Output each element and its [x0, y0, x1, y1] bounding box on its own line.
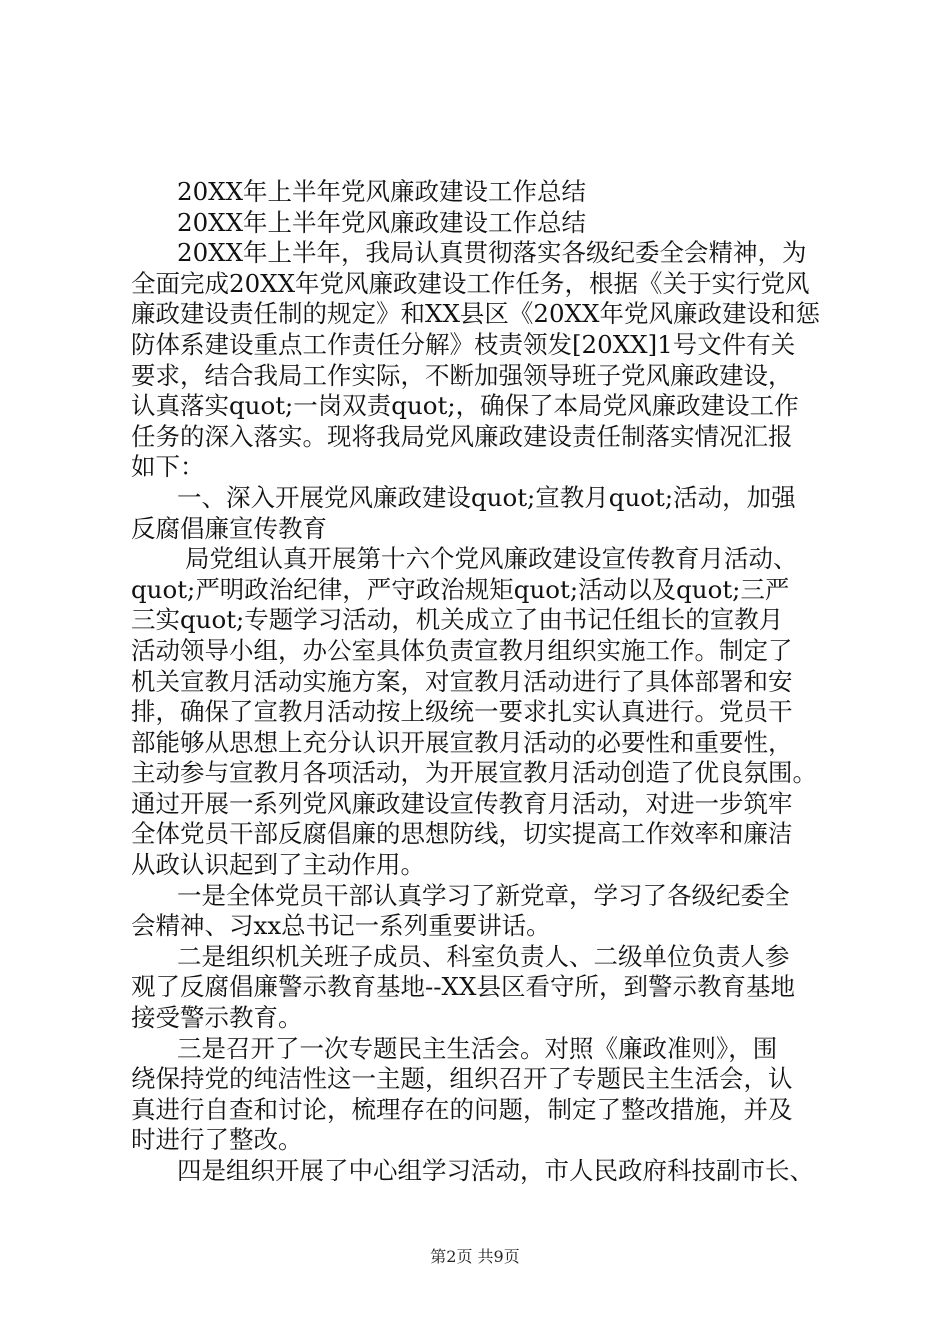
- text-line: 一是全体党员干部认真学习了新党章，学习了各级纪委全: [177, 880, 790, 910]
- text-line: 真进行自查和讨论，梳理存在的问题，制定了整改措施，并及: [131, 1094, 793, 1124]
- section-heading-cont: 反腐倡廉宣传教育: [131, 513, 327, 543]
- text-line: 时进行了整改。: [131, 1125, 303, 1155]
- text-line: 通过开展一系列党风廉政建设宣传教育月活动，对进一步筑牢: [131, 788, 793, 818]
- doc-title: 20XX年上半年党风廉政建设工作总结: [177, 177, 587, 206]
- text-line: 二是组织机关班子成员、科室负责人、二级单位负责人参: [177, 941, 790, 971]
- text-line: 20XX年上半年，我局认真贯彻落实各级纪委全会精神，为: [177, 238, 807, 268]
- text-line: 会精神、习xx总书记一系列重要讲话。: [131, 911, 551, 941]
- text-line: 四是组织开展了中心组学习活动，市人民政府科技副市长、: [177, 1156, 814, 1185]
- text-line: 廉政建设责任制的规定》和XX县区《20XX年党风廉政建设和惩: [131, 299, 820, 329]
- text-line: 绕保持党的纯洁性这一主题，组织召开了专题民主生活会，认: [131, 1064, 793, 1094]
- text-line: 要求，结合我局工作实际，不断加强领导班子党风廉政建设，: [131, 360, 793, 390]
- text-line: 机关宣教月活动实施方案，对宣教月活动进行了具体部署和安: [131, 666, 793, 696]
- text-line: 活动领导小组，办公室具体负责宣教月组织实施工作。制定了: [131, 635, 793, 665]
- text-line: 观了反腐倡廉警示教育基地--XX县区看守所，到警示教育基地: [131, 972, 795, 1002]
- text-line: 排，确保了宣教月活动按上级统一要求扎实认真进行。党员干: [131, 697, 793, 727]
- page-footer: 第2页 共9页: [430, 1247, 520, 1266]
- text-line: 从政认识起到了主动作用。: [131, 850, 425, 880]
- text-line: 防体系建设重点工作责任分解》枝责领发[20XX]1号文件有关: [131, 329, 796, 359]
- text-line: 局党组认真开展第十六个党风廉政建设宣传教育月活动、: [185, 544, 798, 574]
- text-line: 部能够从思想上充分认识开展宣教月活动的必要性和重要性，: [131, 727, 793, 757]
- text-line: quot;严明政治纪律，严守政治规矩quot;活动以及quot;三严: [131, 574, 790, 604]
- text-line: 主动参与宣教月各项活动，为开展宣教月活动创造了优良氛围。: [131, 758, 817, 788]
- doc-subtitle: 20XX年上半年党风廉政建设工作总结: [177, 207, 587, 237]
- text-line: 全面完成20XX年党风廉政建设工作任务，根据《关于实行党风: [131, 268, 810, 298]
- text-line: 任务的深入落实。现将我局党风廉政建设责任制落实情况汇报: [131, 421, 793, 451]
- text-line: 全体党员干部反腐倡廉的思想防线，切实提高工作效率和廉洁: [131, 819, 793, 849]
- text-line: 接受警示教育。: [131, 1003, 303, 1033]
- text-line: 三实quot;专题学习活动，机关成立了由书记任组长的宣教月: [131, 605, 784, 635]
- text-line: 如下：: [131, 452, 205, 482]
- text-line: 三是召开了一次专题民主生活会。对照《廉政准则》，围: [177, 1033, 778, 1063]
- text-line: 认真落实quot;一岗双责quot;，确保了本局党风廉政建设工作: [131, 391, 799, 421]
- section-heading: 一、深入开展党风廉政建设quot;宣教月quot;活动，加强: [177, 482, 796, 512]
- document-body: [131, 177, 851, 1187]
